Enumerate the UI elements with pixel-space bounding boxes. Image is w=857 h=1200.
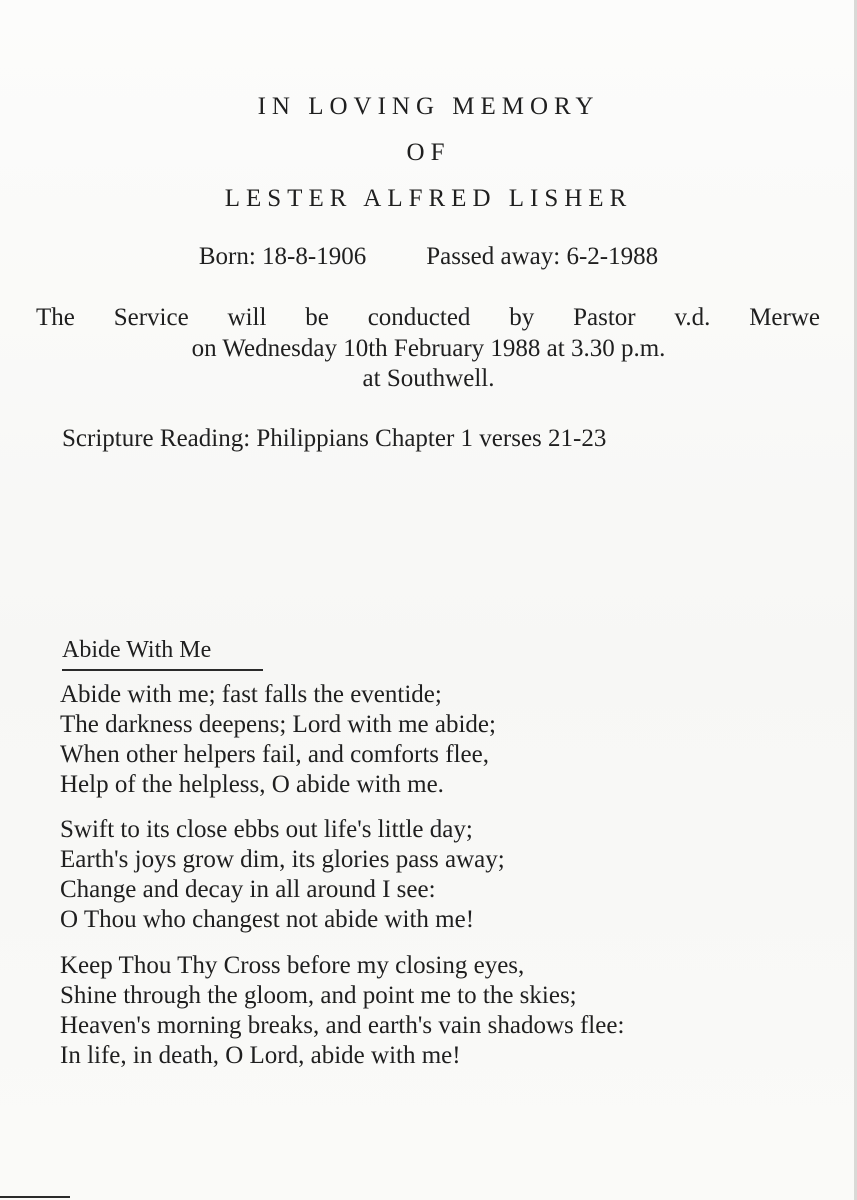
service-line-3: at Southwell. [362, 365, 495, 392]
hymn-line: Shine through the gloom, and point me to the skies; [60, 982, 577, 1009]
hymn-title: Abide With Me [62, 635, 263, 671]
service-line-2: on Wednesday 10th February 1988 at 3.30 p.m. [191, 335, 666, 362]
hymn-line: The darkness deepens; Lord with me abide; [60, 711, 496, 738]
hymn-line: Abide with me; fast falls the eventide; [60, 681, 442, 708]
born-date: Born: 18-8-1906 [198, 243, 367, 270]
deceased-name: LESTER ALFRED LISHER [224, 185, 633, 212]
hymn-line: Swift to its close ebbs out life's little day; [60, 816, 473, 843]
hymn-line: In life, in death, O Lord, abide with me! [60, 1042, 461, 1069]
hymn-line: Keep Thou Thy Cross before my closing eyes, [60, 952, 525, 979]
hymn-stanza-1 [60, 680, 496, 800]
hymn-stanza-3 [60, 951, 624, 1071]
service-line-1: The Service will be conducted by Pastor v.d. Merwe [36, 304, 820, 331]
hymn-line: O Thou who changest not abide with me! [60, 906, 475, 933]
hymn-stanza-2 [60, 815, 505, 935]
life-dates [0, 242, 857, 272]
hymn-line: Earth's joys grow dim, its glories pass away; [60, 846, 505, 873]
hymn-line: Help of the helpless, O abide with me. [60, 771, 444, 798]
hymn-line: Change and decay in all around I see: [60, 876, 436, 903]
memorial-heading: IN LOVING MEMORY [257, 93, 600, 120]
memorial-heading-of: OF [406, 139, 451, 166]
hymn-line: When other helpers fail, and comforts flee, [60, 741, 489, 768]
passed-away-date: Passed away: 6-2-1988 [426, 243, 659, 270]
bottom-edge-mark [0, 1196, 70, 1198]
scripture-reading: Scripture Reading: Philippians Chapter 1 verses 21-23 [62, 425, 607, 452]
hymn-line: Heaven's morning breaks, and earth's vain shadows flee: [60, 1012, 625, 1039]
